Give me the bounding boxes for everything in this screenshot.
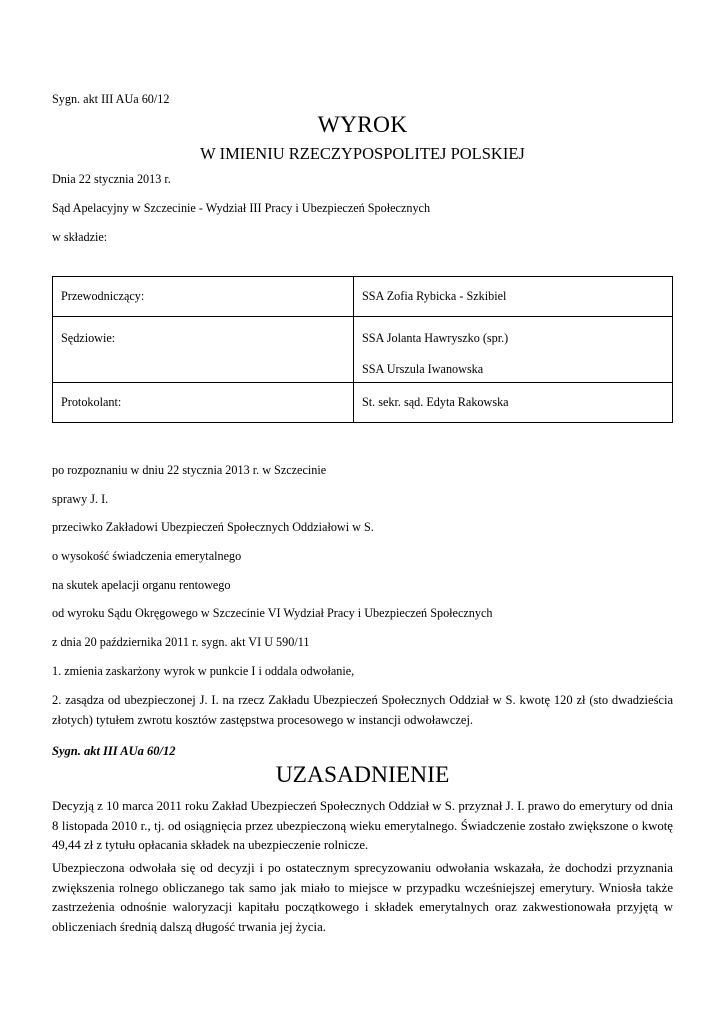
justification-paragraph: Decyzją z 10 marca 2011 roku Zakład Ubezpieczeń Społecznych Oddział w S. przyznał J. I. prawo do emerytury od dnia 8 listopada 2010 r., tj. od osiągnięcia przez ubezpieczoną wieku emerytalnego. Świadczenie zostało zwiększone o kwotę 49,44 zł z tytułu opłacania składek na ubezpieczenie rolnicze. [52, 799, 673, 852]
decision-point-2: 2. zasądza od ubezpieczonej J. I. na rzecz Zakładu Ubezpieczeń Społecznych Oddział w S. kwotę 120 zł (sto dwadzieścia złotych) tytułem zwrotu kosztów zastępstwa procesowego w instancji odwoławczej. [52, 693, 673, 727]
proceedings-line: na skutek apelacji organu rentowego [52, 578, 231, 592]
panel-role: Protokolant: [53, 383, 354, 423]
panel-names [354, 317, 673, 383]
panel-row-clerk [53, 383, 673, 423]
proceedings-line: przeciwko Zakładowi Ubezpieczeń Społecznych Oddziałowi w S. [52, 520, 374, 534]
court-panel-table [52, 276, 673, 423]
document-title: WYROK [317, 112, 408, 138]
proceedings-line: po rozpoznaniu w dniu 22 stycznia 2013 r. w Szczecinie [52, 463, 327, 477]
judgment-date: Dnia 22 stycznia 2013 r. [52, 172, 171, 186]
panel-name: St. sekr. sąd. Edyta Rakowska [354, 383, 673, 423]
composition-label: w składzie: [52, 230, 108, 244]
panel-role: Sędziowie: [53, 317, 354, 383]
justification-heading: UZASADNIENIE [275, 762, 450, 788]
panel-row-judges [53, 317, 673, 383]
panel-role: Przewodniczący: [53, 277, 354, 317]
justification-case-number: Sygn. akt III AUa 60/12 [52, 744, 176, 758]
panel-name: SSA Jolanta Hawryszko (spr.) [362, 331, 509, 345]
decision-point-1: 1. zmienia zaskarżony wyrok w punkcie I i oddala odwołanie, [52, 664, 355, 678]
panel-name: SSA Zofia Rybicka - Szkibiel [354, 277, 673, 317]
document-subtitle: W IMIENIU RZECZYPOSPOLITEJ POLSKIEJ [200, 144, 525, 163]
court-name: Sąd Apelacyjny w Szczecinie - Wydział III Pracy i Ubezpieczeń Społecznych [52, 201, 431, 215]
proceedings-line: od wyroku Sądu Okręgowego w Szczecinie VI Wydział Pracy i Ubezpieczeń Społecznych [52, 606, 493, 620]
justification-paragraph: Ubezpieczona odwołała się od decyzji i po ostatecznym sprecyzowaniu odwołania wskazała, że dochodzi przyznania zwiększenia rolnego obliczanego tak samo jak miało to miejsce w przypadku wcześniejszej emerytury. Wniosła także zastrzeżenia odnośnie waloryzacji kapitału początkowego i składek emerytalnych oraz zakwestionowała przyjętą w obliczeniach średnią dalszą długość trwania jej życia. [52, 861, 673, 934]
case-number-header: Sygn. akt III AUa 60/12 [52, 92, 170, 106]
proceedings-line: o wysokość świadczenia emerytalnego [52, 549, 242, 563]
panel-row-chair [53, 277, 673, 317]
panel-name: SSA Urszula Iwanowska [362, 362, 484, 376]
proceedings-line: z dnia 20 października 2011 r. sygn. akt VI U 590/11 [52, 635, 310, 649]
proceedings-line: sprawy J. I. [52, 492, 109, 506]
